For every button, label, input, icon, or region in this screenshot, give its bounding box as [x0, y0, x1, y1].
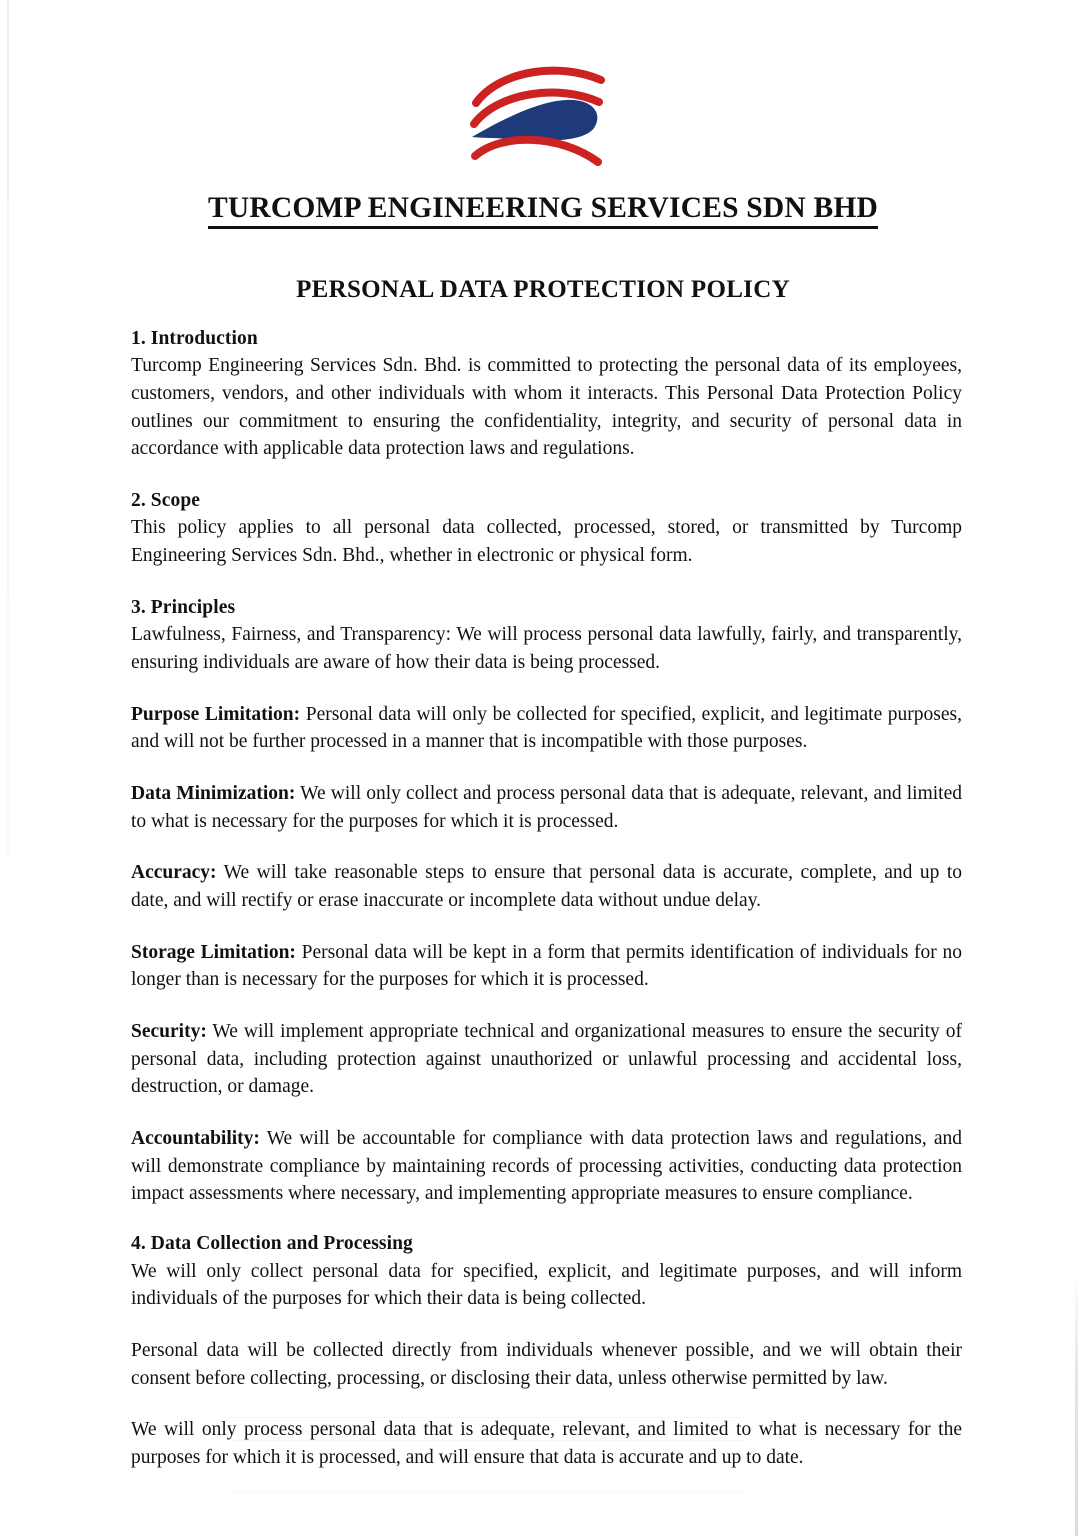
- paragraph: Lawfulness, Fairness, and Transparency: We will process personal data lawfully, fairly, and transparently, ensuring individuals are aware of how their data is being processed.: [131, 624, 962, 673]
- company-logo: [0, 58, 1086, 168]
- section-data-collection-and-processing: [131, 1231, 962, 1471]
- principle-text: We will implement appropriate technical and organizational measures to ensure the security of personal data, including protection against unauthorized or unlawful processing and accidental loss, destruction, or damage.: [131, 1021, 962, 1098]
- page-title: PERSONAL DATA PROTECTION POLICY: [296, 276, 790, 303]
- principle-text: Personal data will be kept in a form that permits identification of individuals for no longer than is necessary for the purposes for which it is processed.: [131, 941, 962, 991]
- company-title: [0, 192, 1086, 229]
- section-scope: [131, 488, 962, 570]
- principle-lead: Storage Limitation:: [131, 941, 296, 963]
- principle-lead: Data Minimization:: [131, 782, 296, 804]
- principle-lead: Accuracy:: [131, 862, 217, 884]
- principle-text: Personal data will only be collected for specified, explicit, and legitimate purposes, and will not be further processed in a manner that is incompatible with those purposes.: [131, 703, 962, 753]
- section-heading-introduction: 1. Introduction: [131, 328, 258, 349]
- principle-storage-limitation: [131, 939, 962, 994]
- paragraph: This policy applies to all personal data collected, processed, stored, or transmitted by Turcomp Engineering Services Sdn. Bhd., whether in electronic or physical form.: [131, 517, 962, 567]
- scan-edge-artifact-right: [1075, 1270, 1078, 1536]
- principle-accountability: [131, 1125, 962, 1208]
- company-title-text: TURCOMP ENGINEERING SERVICES SDN BHD: [208, 192, 878, 229]
- section-principles: [131, 595, 962, 1208]
- section-heading-data-collection-and-processing: 4. Data Collection and Processing: [131, 1233, 413, 1255]
- principle-lead: Security:: [131, 1021, 207, 1043]
- section-heading-principles: 3. Principles: [131, 596, 236, 618]
- principle-lead: Accountability:: [131, 1128, 260, 1150]
- paragraph: We will only collect personal data for specified, explicit, and legitimate purposes, and will inform individuals of the purposes for which their data is being collected.: [131, 1260, 962, 1310]
- paragraph: Personal data will be collected directly from individuals whenever possible, and we will obtain their consent before collecting, processing, or disclosing their data, unless otherwise permitted by law.: [131, 1339, 962, 1389]
- principle-text: We will only collect and process personal data that is adequate, relevant, and limited to what is necessary for the purposes for which it is processed.: [131, 782, 962, 832]
- principle-text: We will take reasonable steps to ensure that personal data is accurate, complete, and up to date, and will rectify or erase inaccurate or incomplete data without undue delay.: [131, 862, 962, 911]
- paragraph: We will only process personal data that is adequate, relevant, and limited to what is necessary for the purposes for which it is processed, and will ensure that data is accurate and up to date.: [131, 1419, 962, 1468]
- principle-lead: Purpose Limitation:: [131, 703, 301, 725]
- turcomp-logo-icon: [468, 58, 618, 168]
- section-introduction: [131, 326, 962, 463]
- document-body: [131, 326, 962, 1497]
- principle-text: We will be accountable for compliance with data protection laws and regulations, and will demonstrate compliance by maintaining records of processing activities, conducting data protection impact assessments where necessary, and implementing appropriate measures to ensure compliance.: [131, 1128, 962, 1205]
- section-heading-scope: 2. Scope: [131, 490, 201, 512]
- paragraph: Turcomp Engineering Services Sdn. Bhd. is committed to protecting the personal data of its employees, customers, vendors, and other individuals with whom it interacts. This Personal Data Protection Policy outlines our commitment to ensuring the confidentiality, integrity, and security of personal data in accordance with applicable data protection laws and regulations.: [131, 355, 962, 460]
- principle-accuracy: [131, 859, 962, 914]
- principle-purpose-limitation: [131, 701, 962, 756]
- principle-security: [131, 1018, 962, 1101]
- principle-data-minimization: [131, 780, 962, 835]
